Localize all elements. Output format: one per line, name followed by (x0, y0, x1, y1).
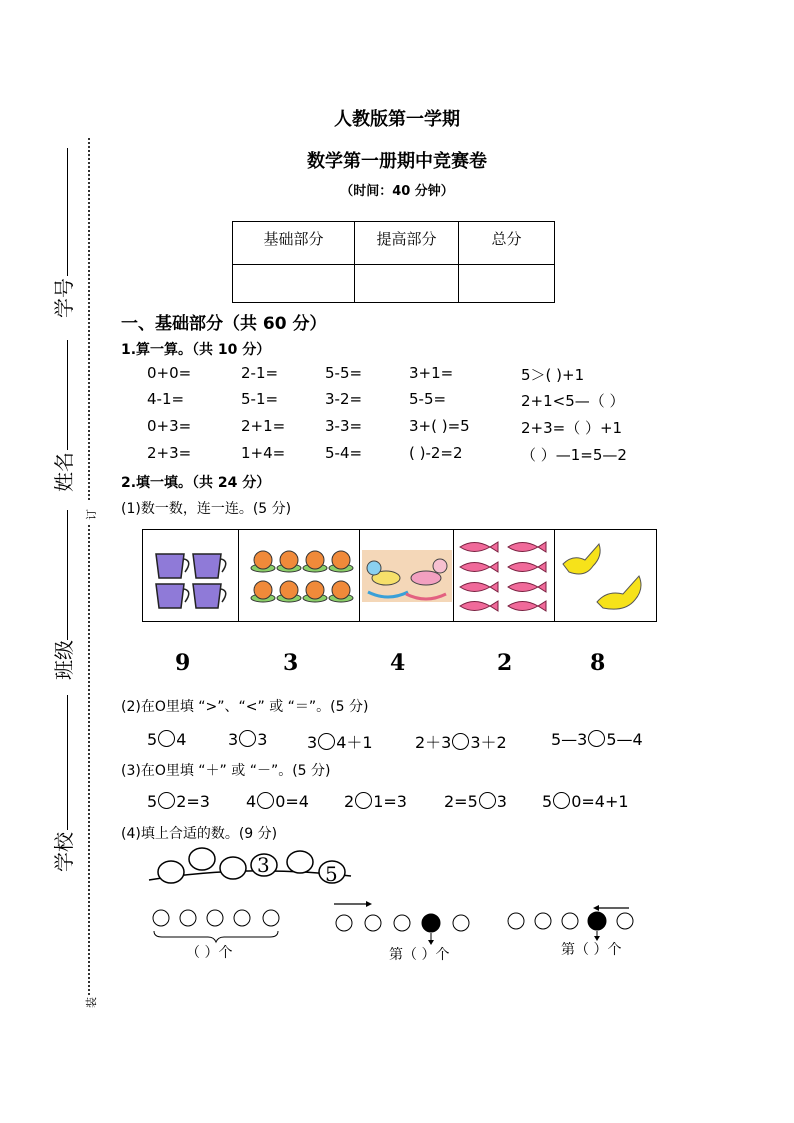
circle-group-2 (330, 896, 478, 948)
group2-caption[interactable]: 第（ ）个 (389, 947, 450, 963)
operator-item (147, 792, 210, 811)
class-label: 班级 (52, 640, 76, 680)
q1-equation[interactable]: 5-5= (325, 364, 363, 382)
score-table (232, 221, 555, 303)
compare-right: 3 (257, 730, 268, 749)
exam-time: （时间：40 分钟） (340, 184, 454, 199)
counting-picture-table (142, 529, 657, 622)
name-label: 姓名 (52, 452, 76, 492)
picture-cell-birds (555, 530, 656, 621)
compare-item (551, 730, 643, 749)
school-label: 学校 (52, 832, 76, 872)
q1-equation[interactable]: 5-4= (325, 444, 363, 462)
compare-right: 3＋2 (470, 733, 507, 752)
match-number[interactable]: 2 (497, 650, 513, 676)
q1-equation[interactable]: 0+0= (147, 364, 192, 382)
q1-equation[interactable]: 1+4= (241, 444, 286, 462)
score-header-basic: 基础部分 (233, 222, 355, 265)
arrow-right-icon (366, 901, 372, 907)
answer-circle[interactable] (158, 730, 175, 747)
compare-item (415, 730, 507, 753)
bead-blank[interactable] (158, 861, 184, 883)
compare-item (228, 730, 267, 749)
bead-blank[interactable] (220, 857, 246, 879)
match-number[interactable]: 8 (590, 650, 606, 676)
compare-left: 5—3 (551, 730, 588, 749)
score-table-input-row (233, 265, 555, 303)
compare-left: 2＋3 (415, 733, 452, 752)
q1-equation[interactable]: 2+3=（ ）+1 (521, 419, 623, 437)
student-id-label: 学号 (52, 278, 76, 318)
fish-picture (454, 530, 555, 621)
answer-circle[interactable] (553, 792, 570, 809)
cups-picture (143, 530, 239, 621)
q1-equation[interactable]: 2+3= (147, 444, 192, 462)
bead-number-3: 3 (257, 853, 270, 877)
operator-item (344, 792, 407, 811)
q1-title: 1.算一算。（共 10 分） (121, 342, 271, 358)
answer-circle[interactable] (588, 730, 605, 747)
bead-number-5: 5 (325, 862, 338, 886)
match-number[interactable]: 4 (390, 650, 406, 676)
score-table-header-row (233, 222, 555, 265)
q2-part1-label: (1)数一数，连一连。(5 分) (121, 501, 292, 517)
score-header-advanced: 提高部分 (355, 222, 459, 265)
q1-equation[interactable]: 2-1= (241, 364, 279, 382)
score-cell-advanced[interactable] (355, 265, 459, 303)
q1-equation[interactable]: （ ）—1=5—2 (521, 446, 627, 464)
q1-equation[interactable]: 5-5= (409, 390, 447, 408)
operator-left: 5 (147, 792, 158, 811)
picture-cell-cups (143, 530, 239, 621)
compare-right: 4＋1 (336, 733, 373, 752)
answer-circle[interactable] (355, 792, 372, 809)
q2-title: 2.填一填。（共 24 分） (121, 475, 271, 491)
q2-part3-label: (3)在O里填 “＋” 或 “－”。(5 分) (121, 763, 331, 779)
q1-equation[interactable]: 3-3= (325, 417, 363, 435)
compare-right: 5—4 (606, 730, 643, 749)
group3-caption[interactable]: 第（ ）个 (561, 942, 622, 958)
answer-circle[interactable] (257, 792, 274, 809)
bead-blank[interactable] (189, 848, 215, 870)
match-number[interactable]: 3 (283, 650, 299, 676)
compare-left: 3 (228, 730, 239, 749)
picture-cell-snails (239, 530, 360, 621)
operator-left: 2 (344, 792, 355, 811)
snails-picture (239, 530, 360, 621)
answer-circle[interactable] (239, 730, 256, 747)
answer-circle[interactable] (158, 792, 175, 809)
score-cell-basic[interactable] (233, 265, 355, 303)
operator-left: 5 (542, 792, 553, 811)
group1-caption[interactable]: （ ）个 (186, 945, 233, 961)
section1-title: 一、基础部分（共 60 分） (121, 314, 327, 334)
answer-circle[interactable] (318, 733, 335, 750)
rocking-horses-picture (360, 530, 454, 621)
compare-left: 5 (147, 730, 158, 749)
compare-item (307, 730, 373, 753)
operator-item (246, 792, 309, 811)
operator-right: 1=3 (373, 792, 407, 811)
compare-left: 3 (307, 733, 318, 752)
score-cell-total[interactable] (459, 265, 555, 303)
q1-equation[interactable]: 3-2= (325, 390, 363, 408)
q1-equation[interactable]: 3+( )=5 (409, 417, 470, 435)
operator-item (542, 792, 629, 811)
bead-blank[interactable] (287, 851, 313, 873)
compare-item (147, 730, 186, 749)
compare-right: 4 (176, 730, 187, 749)
q1-equation[interactable]: 2+1<5—（ ） (521, 392, 625, 410)
paper-title-line1: 人教版第一学期 (334, 109, 460, 130)
operator-right: 0=4 (275, 792, 309, 811)
q2-part2-label: (2)在O里填 “>”、“<” 或 “＝”。(5 分) (121, 699, 369, 715)
q1-equation[interactable]: ( )-2=2 (409, 444, 463, 462)
operator-right: 2=3 (176, 792, 210, 811)
q1-equation[interactable]: 2+1= (241, 417, 286, 435)
q1-equation[interactable]: 0+3= (147, 417, 192, 435)
match-number[interactable]: 9 (175, 650, 191, 676)
score-header-total: 总分 (459, 222, 555, 265)
birds-picture (555, 530, 656, 621)
bead-chain (145, 842, 355, 890)
operator-left: 4 (246, 792, 257, 811)
binding-mark-ding: 订 (85, 509, 98, 520)
brace (154, 931, 278, 942)
answer-circle[interactable] (479, 792, 496, 809)
arrow-left-icon (593, 905, 599, 911)
school-line[interactable] (67, 695, 68, 830)
q1-equation[interactable]: 5-1= (241, 390, 279, 408)
circle-group-1 (150, 905, 290, 945)
q1-equation[interactable]: 4-1= (147, 390, 185, 408)
operator-right: 0=4+1 (571, 792, 629, 811)
q2-part4-label: (4)填上合适的数。(9 分) (121, 826, 278, 842)
operator-left: 2=5 (444, 792, 478, 811)
name-line[interactable] (67, 340, 68, 450)
paper-title-line2: 数学第一册期中竞赛卷 (307, 151, 487, 172)
picture-cell-fish (454, 530, 555, 621)
answer-circle[interactable] (452, 733, 469, 750)
q1-equation[interactable]: 3+1= (409, 364, 454, 382)
class-line[interactable] (67, 510, 68, 640)
binding-mark-zhuang: 装 (85, 997, 98, 1008)
operator-right: 3 (496, 792, 507, 811)
binding-dotted-line-bottom (88, 525, 90, 995)
operator-item (444, 792, 507, 811)
picture-cell-rocking-horses (360, 530, 454, 621)
q1-equation[interactable]: 5＞( )+1 (521, 366, 585, 384)
